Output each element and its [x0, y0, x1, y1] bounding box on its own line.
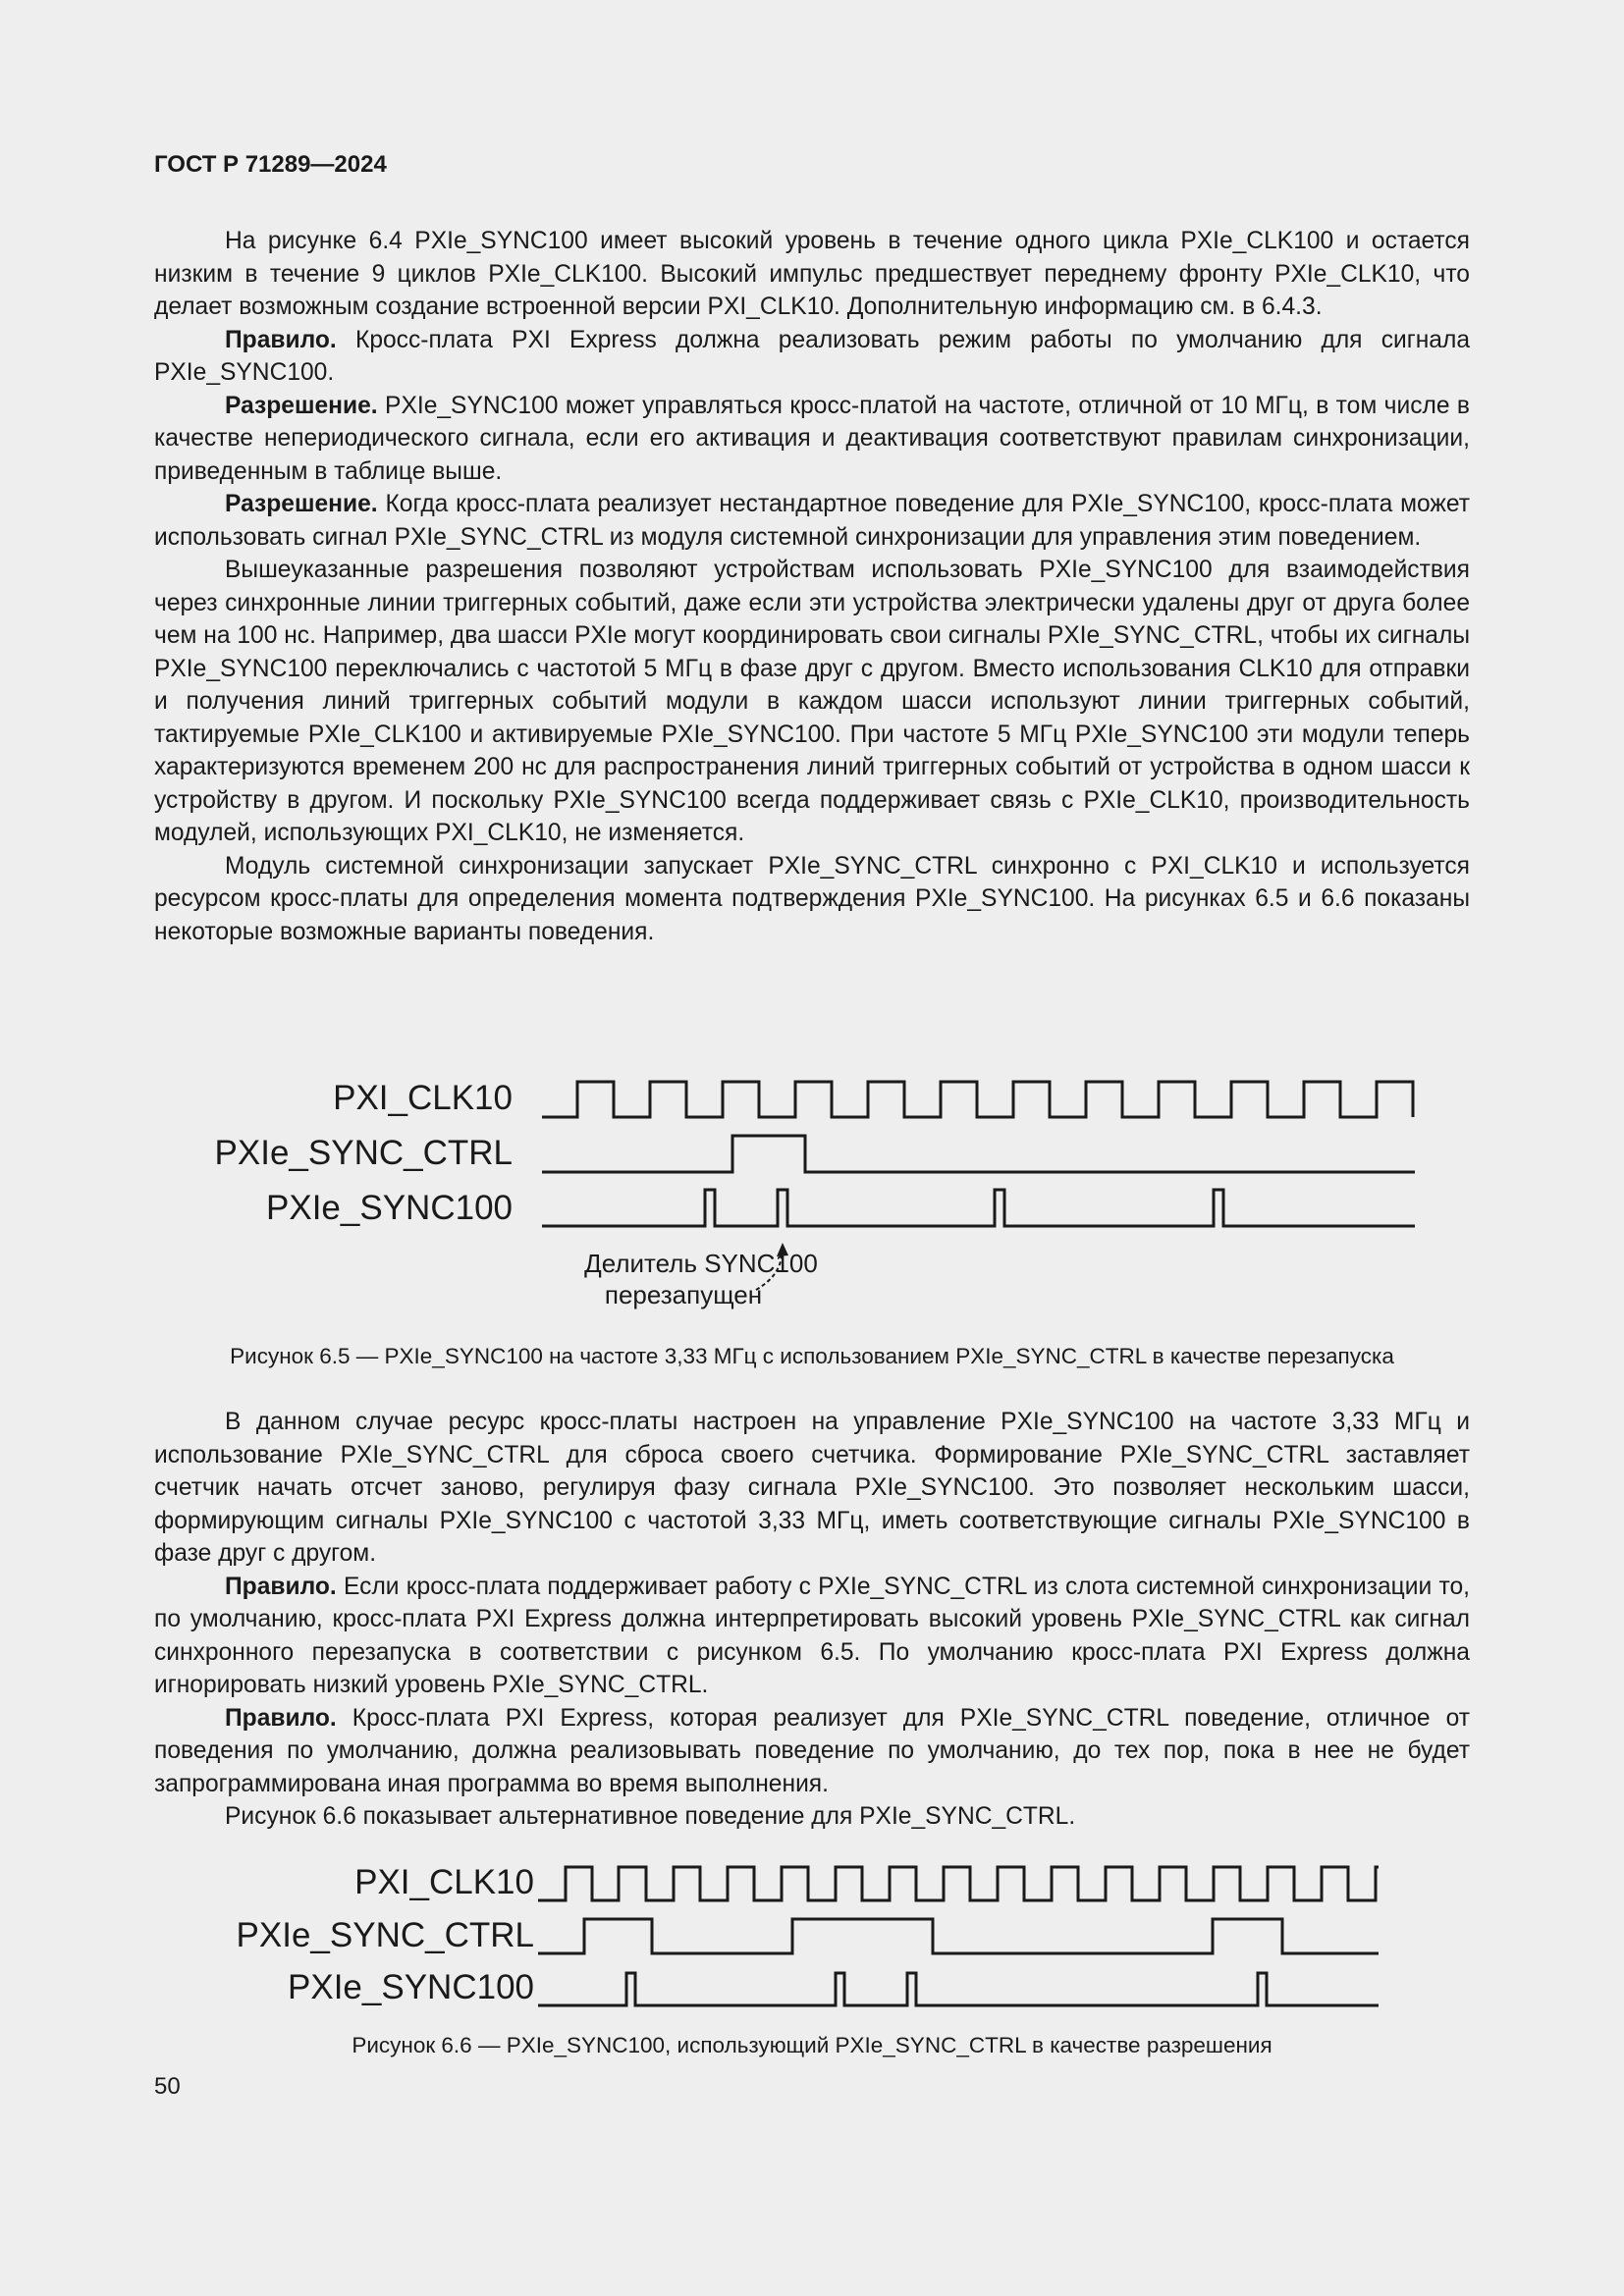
- signal-label-pxie-sync100: PXIe_SYNC100: [288, 1968, 534, 2006]
- paragraph-rule: Правило. Кросс-плата PXI Express должна реализовать режим работы по умолчанию для сигнала PXIe_SYNC100.: [154, 326, 1470, 386]
- waveform-pxie-sync-ctrl: [542, 1136, 1415, 1172]
- signal-label-pxie-sync-ctrl: PXIe_SYNC_CTRL: [214, 1134, 513, 1172]
- document-header: ГОСТ Р 71289—2024: [154, 151, 387, 178]
- paragraph: Рисунок 6.6 показывает альтернативное поведение для PXIe_SYNC_CTRL.: [225, 1803, 1076, 1830]
- signal-label-pxi-clk10: PXI_CLK10: [354, 1863, 534, 1901]
- paragraph-rule: Правило. Кросс-плата PXI Express, которая реализует для PXIe_SYNC_CTRL поведение, отличное от поведения по умолчанию, должна реализовывать поведение по умолчанию, до тех пор, пока в нее не будет запрограммирована иная программа во время выполнения.: [154, 1704, 1470, 1797]
- signal-label-pxie-sync-ctrl: PXIe_SYNC_CTRL: [236, 1916, 534, 1954]
- signal-label-pxie-sync100: PXIe_SYNC100: [266, 1189, 513, 1227]
- paragraph: Вышеуказанные разрешения позволяют устройствам использовать PXIe_SYNC100 для взаимодействия через синхронные линии триггерных событий, даже если эти устройства электрически удалены друг от друга более чем на 100 нс. Например, два шасси PXIe могут координировать свои сигналы PXIe_SYNC_CTRL, чтобы их сигналы PXIe_SYNC100 переключались с частотой 5 МГц в фазе друг с другом. Вместо использования CLK10 для отправки и получения линий триггерных событий модули в каждом шасси используют линии триггерных событий, тактируемые PXIe_CLK100 и активируемые PXIe_SYNC100. При частоте 5 МГц PXIe_SYNC100 эти модули теперь характеризуются временем 200 нс для распространения линий триггерных событий от устройства в одном шасси к устройству в другом. И поскольку PXIe_SYNC100 всегда поддерживает связь с PXIe_CLK10, производительность модулей, использующих PXI_CLK10, не изменяется.: [154, 557, 1470, 846]
- paragraph: На рисунке 6.4 PXIe_SYNC100 имеет высокий уровень в течение одного цикла PXIe_CLK100 и остается низким в течение 9 циклов PXIe_CLK100. Высокий импульс предшествует переднему фронту PXIe_CLK10, что делает возможным создание встроенной версии PXI_CLK10. Дополнительную информацию см. в 6.4.3.: [154, 228, 1470, 320]
- text-block-1: [154, 225, 1470, 948]
- page-number: 50: [154, 2073, 181, 2100]
- waveform-pxie-sync100: [538, 1973, 1379, 2005]
- annotation-line-1: Делитель SYNC100: [584, 1249, 818, 1278]
- annotation-line-2: перезапущен: [604, 1280, 763, 1309]
- text-block-2: [154, 1406, 1470, 1834]
- waveform-pxi-clk10: [542, 1082, 1413, 1117]
- figure-caption-6-5: Рисунок 6.5 — PXIe_SYNC100 на частоте 3,33 МГц с использованием PXIe_SYNC_CTRL в качестве перезапуска: [230, 1344, 1394, 1368]
- paragraph: В данном случае ресурс кросс-платы настроен на управление PXIe_SYNC100 на частоте 3,33 МГц и использование PXIe_SYNC_CTRL для сброса своего счетчика. Формирование PXIe_SYNC_CTRL заставляет счетчик начать отсчет заново, регулируя фазу сигнала PXIe_SYNC100. Это позволяет нескольким шасси, формирующим сигналы PXIe_SYNC100 с частотой 3,33 МГц, иметь соответствующие сигналы PXIe_SYNC100 в фазе друг с другом.: [154, 1409, 1470, 1567]
- figure-caption-6-6: Рисунок 6.6 — PXIe_SYNC100, использующий PXIe_SYNC_CTRL в качестве разрешения: [352, 2033, 1272, 2057]
- paragraph-rule: Правило. Если кросс-плата поддерживает работу с PXIe_SYNC_CTRL из слота системной синхронизации то, по умолчанию, кросс-плата PXI Express должна интерпретировать высокий уровень PXIe_SYNC_CTRL как сигнал синхронного перезапуска в соответствии с рисунком 6.5. По умолчанию кросс-плата PXI Express должна игнорировать низкий уровень PXIe_SYNC_CTRL.: [154, 1573, 1470, 1698]
- timing-diagram-6-5: [0, 1060, 1624, 1315]
- paragraph: Модуль системной синхронизации запускает PXIe_SYNC_CTRL синхронно с PXI_CLK10 и используется ресурсом кросс-платы для определения момента подтверждения PXIe_SYNC100. На рисунках 6.5 и 6.6 показаны некоторые возможные варианты поведения.: [154, 852, 1470, 945]
- timing-diagram-6-6: [0, 1845, 1624, 2017]
- paragraph-permission: Разрешение. Когда кросс-плата реализует нестандартное поведение для PXIe_SYNC100, кросс-плата может использовать сигнал PXIe_SYNC_CTRL из модуля системной синхронизации для управления этим поведением.: [154, 491, 1470, 551]
- waveform-pxie-sync-ctrl: [538, 1919, 1379, 1953]
- waveform-pxie-sync100: [542, 1190, 1415, 1226]
- signal-label-pxi-clk10: PXI_CLK10: [333, 1079, 513, 1117]
- waveform-pxi-clk10: [538, 1867, 1379, 1900]
- paragraph-permission: Разрешение. PXIe_SYNC100 может управляться кросс-платой на частоте, отличной от 10 МГц, в том числе в качестве непериодического сигнала, если его активация и деактивация соответствуют правилам синхронизации, приведенным в таблице выше.: [154, 392, 1470, 485]
